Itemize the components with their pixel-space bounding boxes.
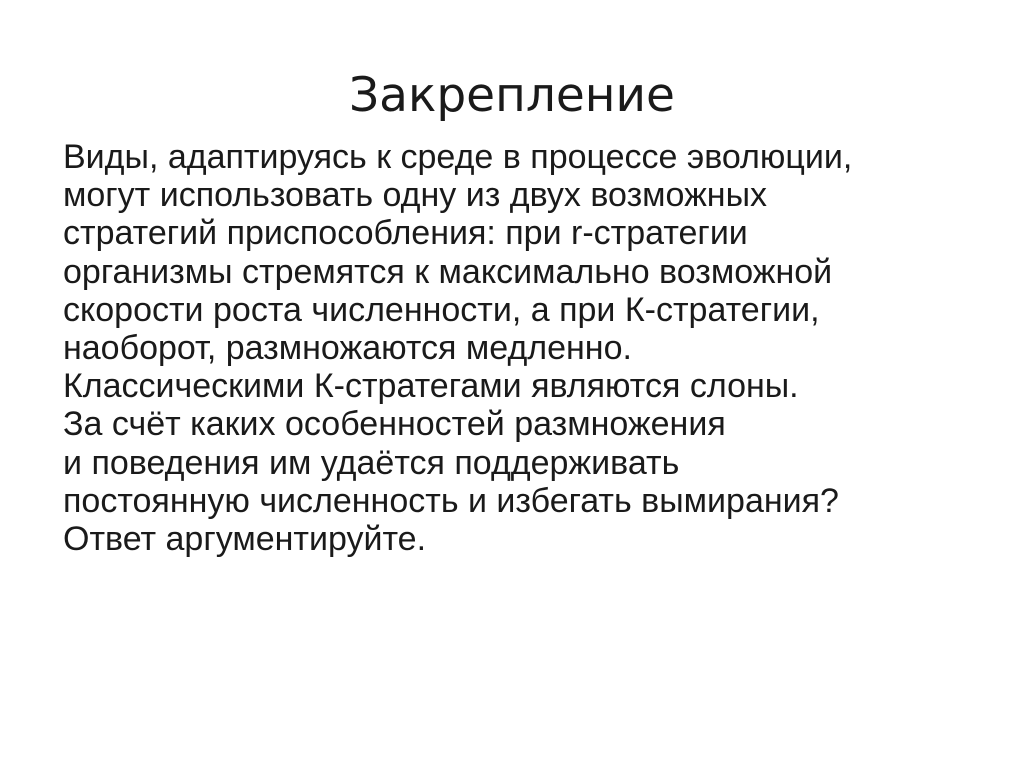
slide-body-text [63, 138, 983, 558]
body-line: Классическими К-стратегами являются слоны. [63, 367, 799, 406]
body-line: могут использовать одну из двух возможных [63, 176, 768, 215]
body-line: и поведения им удаётся поддерживать [63, 443, 680, 482]
slide-title: Закрепление [349, 68, 675, 123]
body-line: стратегий приспособления: при r-стратегии [63, 214, 748, 253]
body-line: организмы стремятся к максимально возможной [63, 252, 833, 291]
body-line: За счёт каких особенностей размножения [63, 405, 726, 444]
body-line: Ответ аргументируйте. [63, 520, 427, 559]
body-line: наоборот, размножаются медленно. [63, 329, 632, 368]
body-line: скорости роста численности, а при К-стратегии, [63, 290, 820, 329]
body-line: Виды, адаптируясь к среде в процессе эволюции, [63, 138, 853, 176]
body-line: постоянную численность и избегать вымирания? [63, 481, 839, 520]
